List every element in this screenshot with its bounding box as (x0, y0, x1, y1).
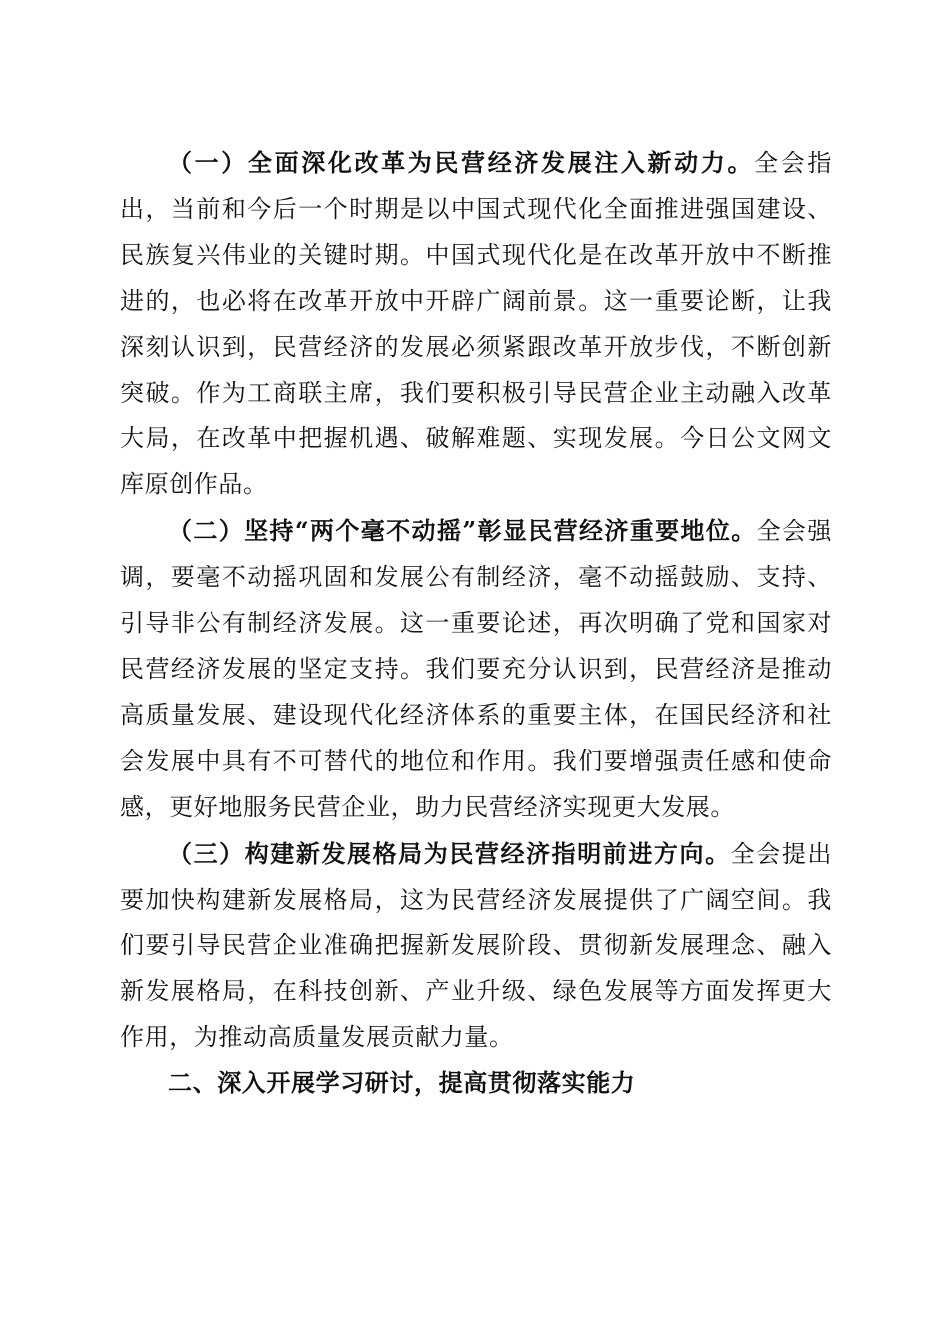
section-heading: 二、深入开展学习研讨，提高贯彻落实能力 (168, 1069, 636, 1098)
paragraph-two-unwavering (120, 508, 832, 830)
paragraph-new-pattern (120, 831, 832, 1062)
paragraph-reform (120, 140, 832, 508)
paragraph-lead: （一）全面深化改革为民营经济发展注入新动力。 (168, 148, 755, 177)
paragraph-text: 全会强调，要毫不动摇巩固和发展公有制经济，毫不动摇鼓励、支持、引导非公有制经济发展。这一重要论述，再次明确了党和国家对民营经济发展的坚定支持。我们要充分认识到，民营经济是推动高质量发展、建设现代化经济体系的重要主体，在国民经济和社会发展中具有不可替代的地位和作用。我们要增强责任感和使命感，更好地服务民营企业，助力民营经济实现更大发展。 (120, 517, 832, 821)
document-body (120, 140, 832, 1107)
paragraph-lead: （三）构建新发展格局为民营经济指明前进方向。 (168, 838, 731, 868)
paragraph-text: 全会提出要加快构建新发展格局，这为民营经济发展提供了广阔空间。我们要引导民营企业准确把握新发展阶段、贯彻新发展理念、融入新发展格局，在科技创新、产业升级、绿色发展等方面发挥更大作用，为推动高质量发展贡献力量。 (120, 839, 832, 1052)
paragraph-text: 全会指出，当前和今后一个时期是以中国式现代化全面推进强国建设、民族复兴伟业的关键时期。中国式现代化是在改革开放中不断推进的，也必将在改革开放中开辟广阔前景。这一重要论断，让我深刻认识到，民营经济的发展必须紧跟改革开放步伐，不断创新突破。作为工商联主席，我们要积极引导民营企业主动融入改革大局，在改革中把握机遇、破解难题、实现发展。今日公文网文库原创作品。 (120, 149, 832, 499)
paragraph-lead: （二）坚持“两个毫不动摇”彰显民营经济重要地位。 (168, 516, 757, 546)
